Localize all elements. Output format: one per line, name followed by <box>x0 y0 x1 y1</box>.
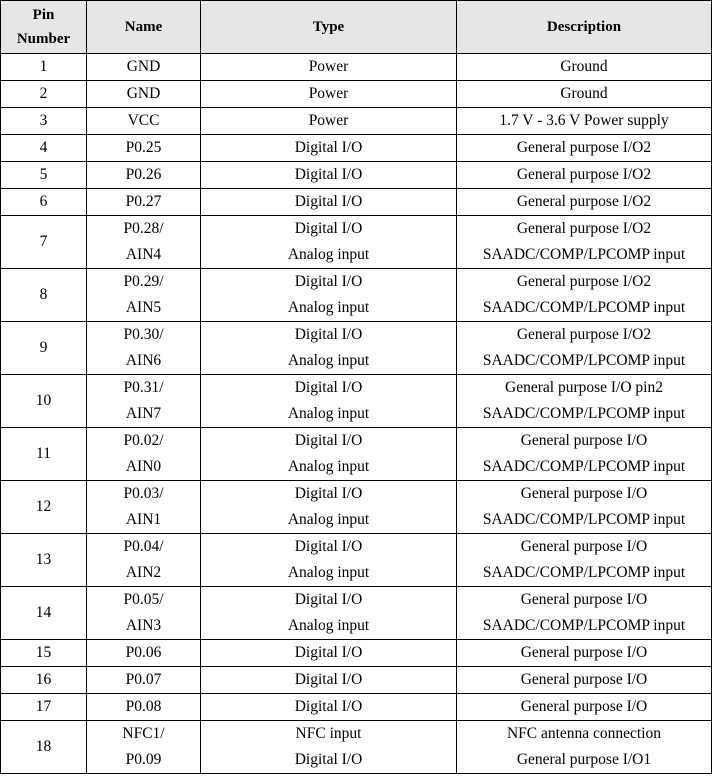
description-cell <box>457 721 712 774</box>
table-row <box>1 375 712 428</box>
description-line: General purpose I/O2 <box>516 273 652 290</box>
description-cell <box>457 694 712 721</box>
name-cell <box>87 694 201 721</box>
header-name: Name <box>87 1 201 54</box>
name-line: P0.04/ <box>123 538 164 555</box>
name-line: P0.08 <box>125 698 162 715</box>
description-cell <box>457 54 712 81</box>
type-line: Digital I/O <box>294 379 363 396</box>
type-line: Digital I/O <box>294 485 363 502</box>
table-row <box>1 162 712 189</box>
type-line: Digital I/O <box>294 671 363 688</box>
type-line: Digital I/O <box>294 751 363 768</box>
table-row <box>1 81 712 108</box>
type-cell <box>201 534 457 587</box>
table-row <box>1 189 712 216</box>
type-line: Digital I/O <box>294 698 363 715</box>
table-header <box>1 1 712 54</box>
name-cell <box>87 428 201 481</box>
table-row <box>1 108 712 135</box>
description-cell <box>457 640 712 667</box>
name-cell <box>87 81 201 108</box>
pin-number-cell: 13 <box>1 534 87 587</box>
type-cell <box>201 587 457 640</box>
table-row <box>1 428 712 481</box>
description-line: Ground <box>560 85 608 102</box>
table-row <box>1 640 712 667</box>
pin-number-cell: 6 <box>1 189 87 216</box>
table-row <box>1 667 712 694</box>
name-cell <box>87 375 201 428</box>
name-line: P0.30/ <box>123 326 164 343</box>
name-line: P0.03/ <box>123 485 164 502</box>
description-line: General purpose I/O1 <box>516 751 652 768</box>
type-line: Analog input <box>287 246 370 263</box>
type-line: Power <box>308 112 349 129</box>
header-description: Description <box>457 1 712 54</box>
description-cell <box>457 428 712 481</box>
pin-number-cell: 8 <box>1 269 87 322</box>
name-line: P0.02/ <box>123 432 164 449</box>
pin-number-cell: 9 <box>1 322 87 375</box>
type-cell <box>201 375 457 428</box>
type-cell <box>201 481 457 534</box>
name-cell <box>87 216 201 269</box>
description-cell <box>457 162 712 189</box>
table-row <box>1 694 712 721</box>
name-cell <box>87 640 201 667</box>
name-line: AIN5 <box>125 299 162 316</box>
pin-number-cell: 7 <box>1 216 87 269</box>
description-line: General purpose I/O <box>520 644 648 661</box>
description-line: SAADC/COMP/LPCOMP input <box>482 511 686 528</box>
type-line: Digital I/O <box>294 538 363 555</box>
description-cell <box>457 269 712 322</box>
header-type: Type <box>201 1 457 54</box>
type-line: Power <box>308 58 349 75</box>
name-line: AIN7 <box>125 405 162 422</box>
description-line: General purpose I/O <box>520 485 648 502</box>
description-line: General purpose I/O pin2 <box>505 379 663 396</box>
name-cell <box>87 135 201 162</box>
description-line: General purpose I/O2 <box>516 220 652 237</box>
name-cell <box>87 481 201 534</box>
table-row <box>1 269 712 322</box>
type-line: NFC input <box>295 725 362 742</box>
type-line: Analog input <box>287 564 370 581</box>
description-line: General purpose I/O <box>520 698 648 715</box>
pin-number-cell: 12 <box>1 481 87 534</box>
name-line: P0.28/ <box>123 220 164 237</box>
description-line: SAADC/COMP/LPCOMP input <box>482 617 686 634</box>
name-cell <box>87 667 201 694</box>
type-cell <box>201 428 457 481</box>
description-line: General purpose I/O <box>520 432 648 449</box>
name-cell <box>87 162 201 189</box>
type-line: Digital I/O <box>294 139 363 156</box>
name-line: P0.31/ <box>123 379 164 396</box>
type-cell <box>201 322 457 375</box>
description-line: SAADC/COMP/LPCOMP input <box>482 352 686 369</box>
type-cell <box>201 721 457 774</box>
description-line: General purpose I/O <box>520 538 648 555</box>
type-cell <box>201 694 457 721</box>
pin-number-cell: 15 <box>1 640 87 667</box>
table-row <box>1 135 712 162</box>
name-line: P0.25 <box>125 139 162 156</box>
name-line: AIN6 <box>125 352 162 369</box>
header-pin-number <box>1 1 87 54</box>
pin-number-cell: 18 <box>1 721 87 774</box>
description-cell <box>457 322 712 375</box>
name-cell <box>87 721 201 774</box>
header-row <box>1 1 712 54</box>
type-cell <box>201 162 457 189</box>
table-body <box>1 54 712 774</box>
pin-number-cell: 4 <box>1 135 87 162</box>
pin-number-cell: 5 <box>1 162 87 189</box>
type-line: Analog input <box>287 458 370 475</box>
type-cell <box>201 81 457 108</box>
type-cell <box>201 189 457 216</box>
description-line: SAADC/COMP/LPCOMP input <box>482 299 686 316</box>
pin-number-cell: 3 <box>1 108 87 135</box>
type-line: Analog input <box>287 617 370 634</box>
name-line: P0.26 <box>125 166 162 183</box>
name-line: VCC <box>127 112 160 129</box>
description-cell <box>457 135 712 162</box>
description-cell <box>457 216 712 269</box>
description-cell <box>457 108 712 135</box>
type-line: Power <box>308 85 349 102</box>
name-cell <box>87 54 201 81</box>
name-line: P0.06 <box>125 644 162 661</box>
type-cell <box>201 108 457 135</box>
pin-number-cell: 17 <box>1 694 87 721</box>
description-cell <box>457 375 712 428</box>
description-line: 1.7 V - 3.6 V Power supply <box>499 112 669 129</box>
name-line: AIN0 <box>125 458 162 475</box>
description-line: SAADC/COMP/LPCOMP input <box>482 564 686 581</box>
type-line: Digital I/O <box>294 273 363 290</box>
type-line: Digital I/O <box>294 193 363 210</box>
name-line: AIN1 <box>125 511 162 528</box>
name-line: P0.29/ <box>123 273 164 290</box>
name-line: GND <box>126 85 161 102</box>
type-cell <box>201 269 457 322</box>
name-cell <box>87 269 201 322</box>
type-line: Digital I/O <box>294 591 363 608</box>
name-line: P0.07 <box>125 671 162 688</box>
pin-number-cell: 1 <box>1 54 87 81</box>
name-line: P0.09 <box>125 751 162 768</box>
type-cell <box>201 216 457 269</box>
table-row <box>1 322 712 375</box>
description-cell <box>457 667 712 694</box>
name-cell <box>87 534 201 587</box>
name-cell <box>87 108 201 135</box>
type-line: Digital I/O <box>294 644 363 661</box>
description-line: General purpose I/O2 <box>516 193 652 210</box>
header-pin-line1: Pin <box>32 7 55 23</box>
type-line: Analog input <box>287 352 370 369</box>
type-line: Digital I/O <box>294 432 363 449</box>
description-line: SAADC/COMP/LPCOMP input <box>482 246 686 263</box>
description-cell <box>457 189 712 216</box>
type-line: Analog input <box>287 299 370 316</box>
type-cell <box>201 667 457 694</box>
name-line: GND <box>126 58 161 75</box>
pin-number-cell: 10 <box>1 375 87 428</box>
description-line: General purpose I/O <box>520 671 648 688</box>
pin-number-cell: 14 <box>1 587 87 640</box>
description-cell <box>457 534 712 587</box>
table-row <box>1 216 712 269</box>
description-line: SAADC/COMP/LPCOMP input <box>482 458 686 475</box>
name-line: AIN4 <box>125 246 162 263</box>
description-cell <box>457 587 712 640</box>
header-pin-line2: Number <box>16 31 71 47</box>
pin-number-cell: 2 <box>1 81 87 108</box>
description-line: NFC antenna connection <box>506 725 662 742</box>
table-row <box>1 54 712 81</box>
name-line: P0.27 <box>125 193 162 210</box>
type-line: Analog input <box>287 511 370 528</box>
type-cell <box>201 640 457 667</box>
type-cell <box>201 54 457 81</box>
pin-number-cell: 16 <box>1 667 87 694</box>
pin-number-cell: 11 <box>1 428 87 481</box>
name-line: AIN3 <box>125 617 162 634</box>
description-cell <box>457 81 712 108</box>
name-line: NFC1/ <box>122 725 165 742</box>
table-row <box>1 721 712 774</box>
description-line: General purpose I/O2 <box>516 326 652 343</box>
type-line: Digital I/O <box>294 326 363 343</box>
name-cell <box>87 322 201 375</box>
description-cell <box>457 481 712 534</box>
description-line: General purpose I/O <box>520 591 648 608</box>
description-line: Ground <box>560 58 608 75</box>
type-line: Analog input <box>287 405 370 422</box>
name-cell <box>87 587 201 640</box>
name-line: AIN2 <box>125 564 162 581</box>
description-line: General purpose I/O2 <box>516 139 652 156</box>
description-line: General purpose I/O2 <box>516 166 652 183</box>
type-line: Digital I/O <box>294 166 363 183</box>
table-row <box>1 481 712 534</box>
type-line: Digital I/O <box>294 220 363 237</box>
description-line: SAADC/COMP/LPCOMP input <box>482 405 686 422</box>
table-row <box>1 534 712 587</box>
type-cell <box>201 135 457 162</box>
table-row <box>1 587 712 640</box>
name-cell <box>87 189 201 216</box>
name-line: P0.05/ <box>123 591 164 608</box>
